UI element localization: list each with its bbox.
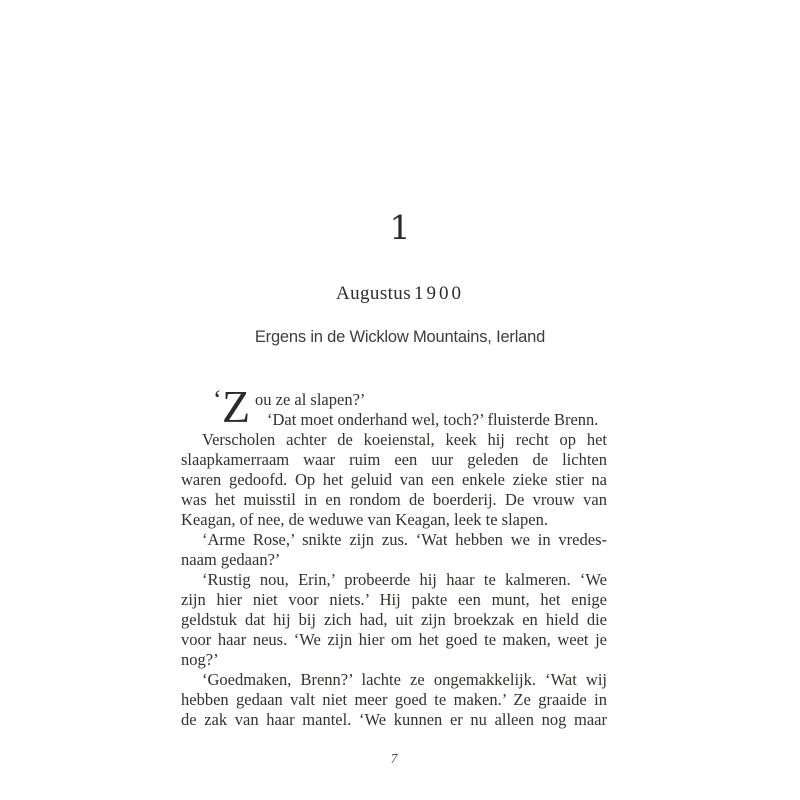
body-line: ‘Goedmaken, Brenn?’ lachte ze ongemakkelijk. ‘Wat wij bbox=[202, 670, 607, 689]
date-heading-year: 1900 bbox=[414, 283, 464, 304]
body-line: nog?’ bbox=[181, 650, 219, 669]
body-line: slaapkamerraam waar ruim een uur geleden de lichten bbox=[181, 450, 607, 469]
dropcap-letter: Z bbox=[222, 381, 251, 432]
body-line: ‘Dat moet onderhand wel, toch?’ fluisterde Brenn. bbox=[267, 410, 599, 429]
body-line: naam gedaan?’ bbox=[181, 550, 281, 569]
body-text bbox=[181, 381, 607, 730]
body-line: Verscholen achter de koeienstal, keek hij recht op het bbox=[202, 430, 607, 449]
date-heading bbox=[0, 283, 800, 305]
body-line: waren gedoofd. Op het geluid van een enkele zieke stier na bbox=[181, 470, 607, 489]
body-line: ‘Arme Rose,’ snikte zijn zus. ‘Wat hebben we in vredes- bbox=[202, 530, 607, 549]
location-heading: Ergens in de Wicklow Mountains, Ierland bbox=[254, 328, 546, 346]
body-line: hebben gedaan valt niet meer goed te maken.’ Ze graaide in bbox=[181, 690, 607, 709]
chapter-number: 1 bbox=[389, 208, 411, 247]
page-number-folio: 7 bbox=[390, 751, 398, 766]
date-heading-word: Augustus bbox=[336, 283, 411, 304]
body-line: Keagan, of nee, de weduwe van Keagan, leek te slapen. bbox=[181, 510, 548, 529]
body-line: ou ze al slapen?’ bbox=[255, 390, 366, 409]
body-line: zijn hier niet voor niets.’ Hij pakte een munt, het enige bbox=[181, 590, 607, 609]
body-line: ‘Rustig nou, Erin,’ probeerde hij haar te kalmeren. ‘We bbox=[202, 570, 607, 589]
body-line: voor haar neus. ‘We zijn hier om het goed te maken, weet je bbox=[181, 630, 607, 649]
dropcap-quote-mark: ‘ bbox=[213, 385, 222, 414]
body-line: was het muisstil in en rondom de boerderij. De vrouw van bbox=[181, 490, 607, 509]
body-line: de zak van haar mantel. ‘We kunnen er nu alleen nog maar bbox=[181, 710, 607, 729]
body-lines bbox=[181, 390, 607, 730]
body-line: geldstuk dat hij bij zich had, uit zijn broekzak en hield die bbox=[181, 610, 607, 629]
